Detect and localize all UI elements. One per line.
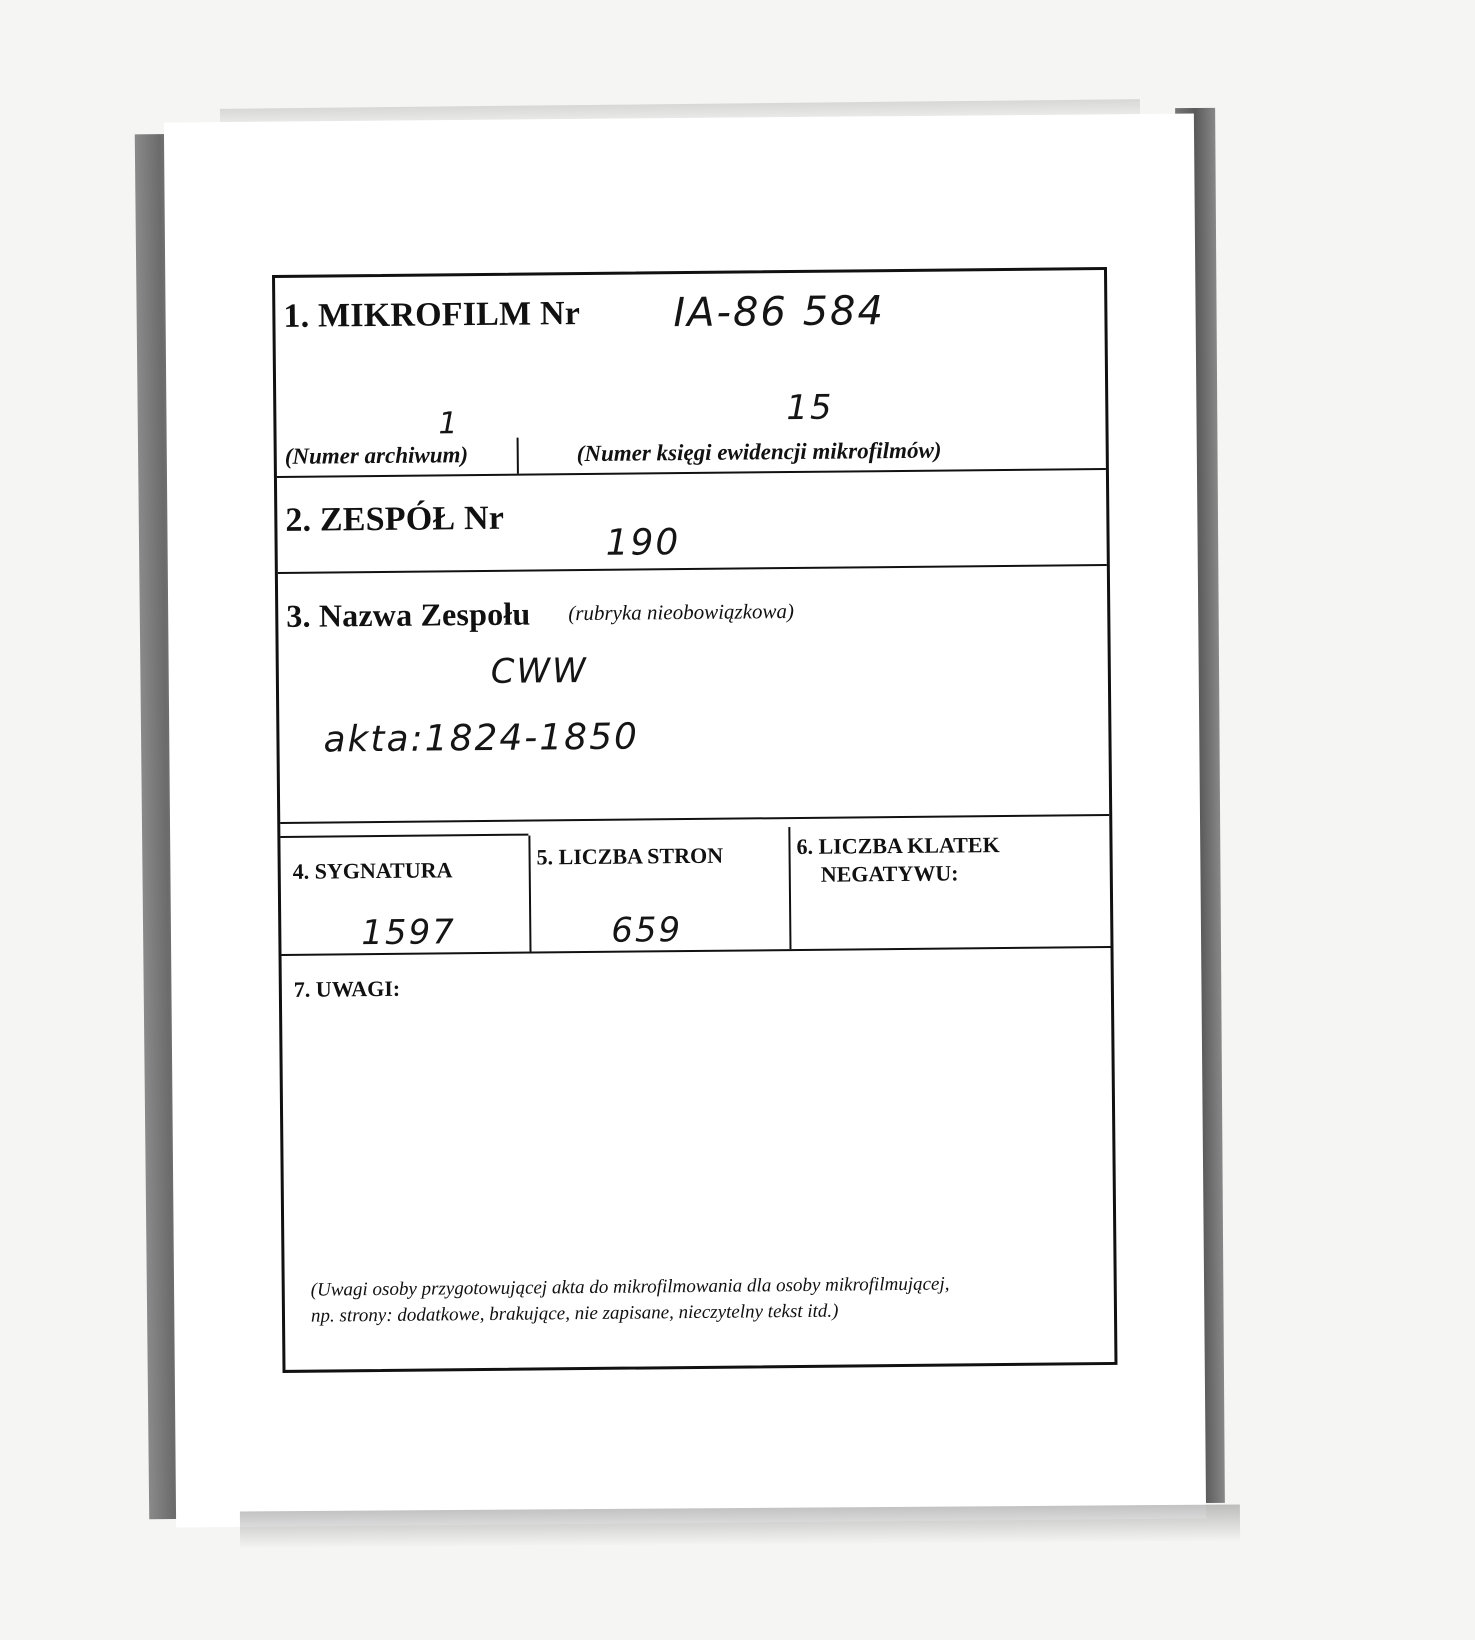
fonds-name-note: (rubryka nieobowiązkowa) <box>568 599 795 626</box>
fonds-date-range: akta:1824-1850 <box>323 716 640 761</box>
register-number-label: (Numer księgi ewidencji mikrofilmów) <box>576 437 942 467</box>
signature-cell-top <box>280 834 528 838</box>
section-fonds-number <box>277 470 1107 574</box>
frame-count-label-line1: 6. LICZBA KLATEK <box>796 832 1000 859</box>
cell-divider-1 <box>528 836 531 952</box>
scan-bottom-edge <box>240 1505 1240 1548</box>
fonds-name-label: 3. Nazwa Zespołu <box>286 595 531 634</box>
fonds-number-label: 2. ZESPÓŁ Nr <box>285 499 505 539</box>
remarks-footer-line1: (Uwagi osoby przygotowującej akta do mikrofilmowania dla osoby mikrofilmującej, <box>310 1273 950 1301</box>
register-number-value: 15 <box>786 387 834 429</box>
section-remarks <box>282 948 1115 1370</box>
fonds-number-value: 190 <box>605 522 681 564</box>
frame-count-label-line2: NEGATYWU: <box>820 860 959 887</box>
section-details <box>280 816 1110 956</box>
remarks-footer-line2: np. strony: dodatkowe, brakujące, nie zapisane, nieczytelny tekst itd.) <box>310 1300 839 1327</box>
microfilm-label: 1. MIKROFILM Nr <box>283 295 581 335</box>
signature-value: 1597 <box>361 912 457 954</box>
archive-number-value: 1 <box>438 406 460 442</box>
signature-label: 4. SYGNATURA <box>292 857 453 884</box>
section-microfilm <box>275 270 1106 478</box>
page-count-label: 5. LICZBA STRON <box>536 842 724 870</box>
section-fonds-name <box>278 566 1109 824</box>
archive-number-label: (Numer archiwum) <box>284 442 469 469</box>
archive-divider <box>517 438 519 474</box>
page-count-value: 659 <box>611 910 683 951</box>
cell-divider-2 <box>788 827 791 949</box>
fonds-name-value: CWW <box>490 650 588 692</box>
remarks-label: 7. UWAGI: <box>293 975 401 1002</box>
microfilm-form <box>272 267 1118 1373</box>
microfilm-number: IA-86 584 <box>673 288 886 337</box>
